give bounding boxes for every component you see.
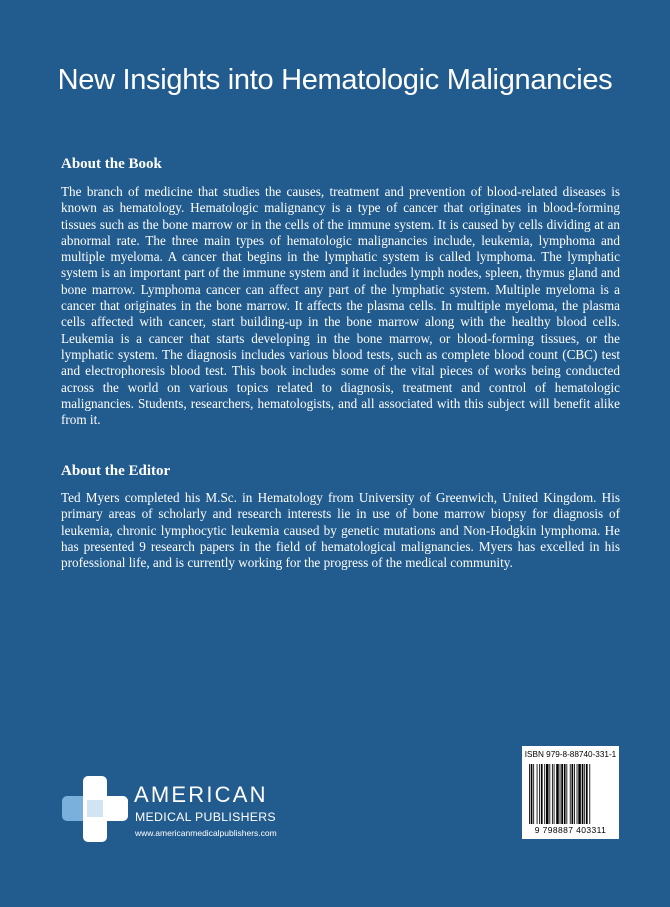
publisher-subtitle: MEDICAL PUBLISHERS — [135, 810, 276, 824]
barcode-digits: 9 798887 403311 — [534, 825, 607, 835]
publisher-logo — [62, 776, 302, 846]
barcode-bars — [529, 764, 615, 824]
about-editor-heading: About the Editor — [61, 463, 171, 479]
about-editor-text: Ted Myers completed his M.Sc. in Hematology from University of Greenwich, United Kingdom. His primary areas of scholarly and research interests lie in use of bone marrow biopsy for diagnosis of leukemia, chronic lymphocytic leukemia caused by genetic mutations and Non-Hodgkin lymphoma. He has presented 9 research papers in the field of hematological malignancies. Myers has excelled in his professional life, and is currently working for the progress of the medical community. — [61, 490, 620, 571]
about-book-heading: About the Book — [61, 156, 162, 172]
barcode — [522, 746, 619, 839]
about-book-text: The branch of medicine that studies the causes, treatment and prevention of blood-related diseases is known as hematology. Hematologic malignancy is a type of cancer that originates in blood-forming tissues such as the bone marrow or in the cells of the immune system. It is caused by cells dividing at an abnormal rate. The three main types of hematologic malignancies include, leukemia, lymphoma and multiple myeloma. A cancer that begins in the lymphatic system is called lymphoma. The lymphatic system is an important part of the immune system and it includes lymph nodes, spleen, thymus gland and bone marrow. Lymphoma cancer can affect any part of the lymphatic system. Multiple myeloma is a cancer that originates in the bone marrow. It affects the plasma cells. In multiple myeloma, the plasma cells affected with cancer, start building-up in the bone marrow along with the healthy blood cells. Leukemia is a cancer that starts developing in the bone marrow, or blood-forming tissues, or the lymphatic system. The diagnosis includes various blood tests, such as complete blood count (CBC) test and electrophoresis blood test. This book includes some of the vital pieces of works being conducted across the world on various topics related to diagnosis, treatment and control of hematologic malignancies. Students, researchers, hematologists, and all associated with this subject will benefit alike from it. — [61, 184, 620, 428]
publisher-url: www.americanmedicalpublishers.com — [135, 828, 277, 838]
book-title: New Insights into Hematologic Malignancies — [57, 64, 613, 96]
medical-cross-logo-icon — [62, 776, 128, 842]
publisher-name: AMERICAN — [134, 782, 268, 807]
isbn-label: ISBN 979-8-88740-331-1 — [524, 750, 617, 759]
